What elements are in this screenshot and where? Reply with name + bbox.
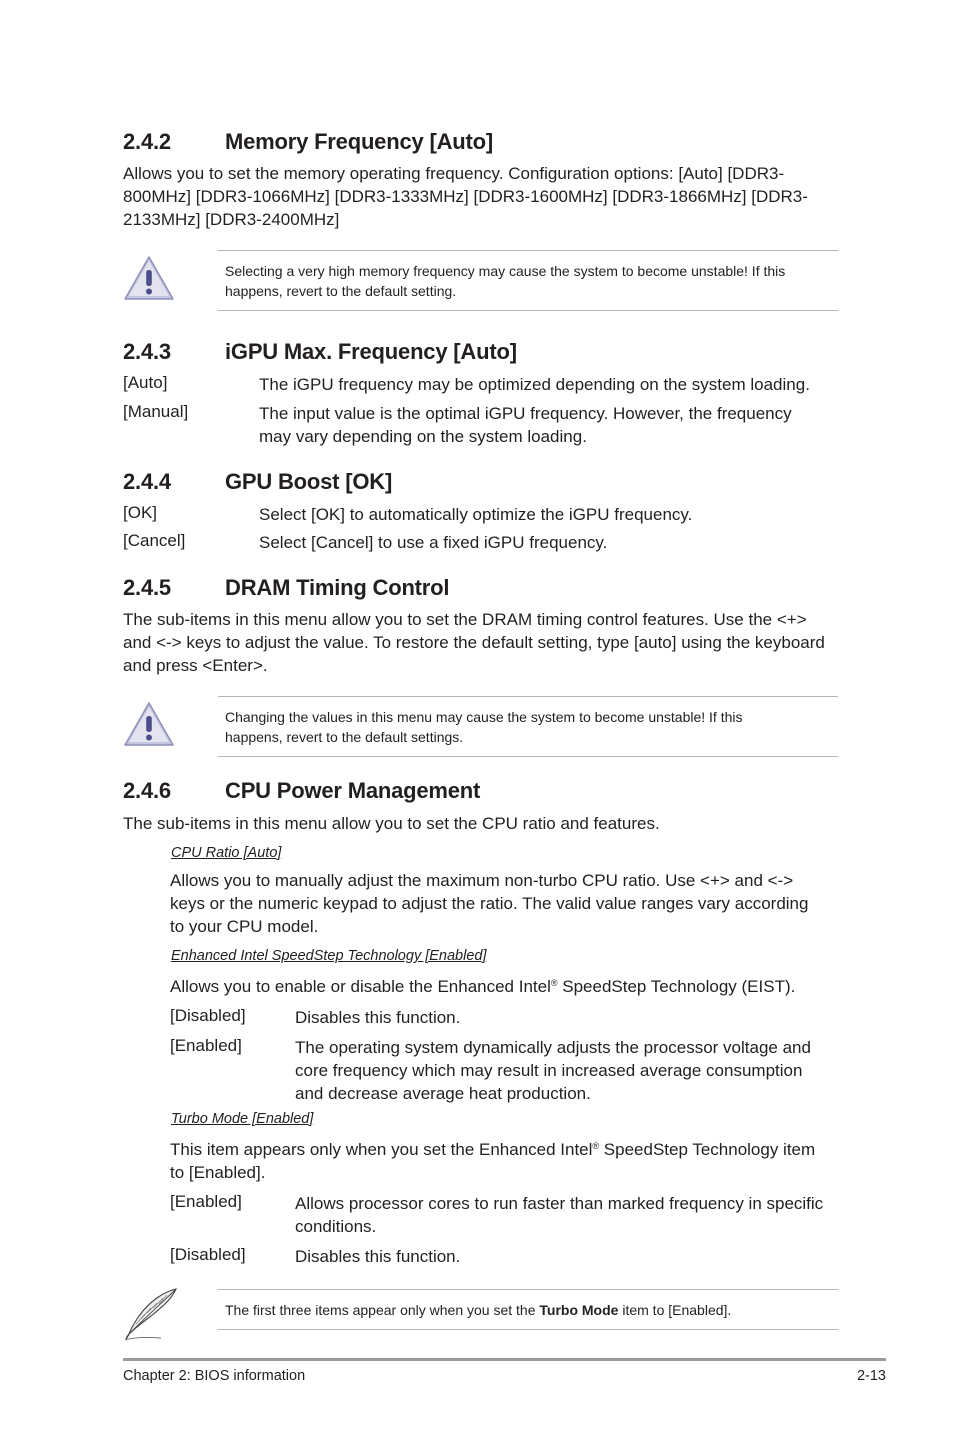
text-line: Allows you to set the memory operating frequency. Configuration options: [Auto] [DDR3- (123, 164, 785, 183)
option-key: [Cancel] (123, 531, 186, 550)
warning-text (225, 707, 837, 747)
warning-icon (121, 253, 177, 303)
cpu-power-intro: The sub-items in this menu allow you to set the CPU ratio and features. (123, 814, 660, 833)
option-description: Select [OK] to automatically optimize the iGPU frequency. (259, 505, 693, 524)
warning-text (225, 261, 837, 301)
registered-mark: ® (550, 978, 558, 988)
footer-page-number: 2-13 (856, 1368, 886, 1384)
warning-top-rule (218, 250, 838, 251)
section-number: 2.4.2 (123, 129, 171, 154)
text-line: 2133MHz] [DDR3-2400MHz] (123, 210, 340, 229)
text-line: Disables this function. (295, 1247, 461, 1266)
footer-rule (123, 1358, 886, 1361)
cpu-ratio-description (170, 869, 840, 938)
emphasis-text: Turbo Mode (539, 1302, 619, 1318)
option-key: [Disabled] (170, 1006, 246, 1025)
memory-frequency-description (123, 162, 843, 231)
text-line: Disables this function. (295, 1008, 461, 1027)
text-line: to [Enabled]. (170, 1163, 266, 1182)
section-title: GPU Boost [OK] (225, 469, 393, 494)
warning-top-rule (218, 696, 838, 697)
warning-bottom-rule (218, 756, 838, 757)
text-fragment: SpeedStep Technology item (599, 1140, 816, 1159)
text-line: The sub-items in this menu allow you to set the DRAM timing control features. Use the <+> (123, 610, 807, 629)
turbo-mode-title: Turbo Mode [Enabled] (171, 1111, 314, 1127)
section-title: DRAM Timing Control (225, 575, 450, 600)
text-fragment: Allows you to enable or disable the Enhanced Intel (170, 977, 551, 996)
section-heading-2-4-6 (123, 778, 823, 806)
option-key: [Disabled] (170, 1245, 246, 1264)
option-description (295, 1036, 840, 1105)
option-key: [OK] (123, 503, 158, 522)
text-line: Allows processor cores to run faster than marked frequency in specific (295, 1194, 824, 1213)
eist-description (170, 972, 840, 998)
text-fragment: This item appears only when you set the Enhanced Intel (170, 1140, 593, 1159)
note-bottom-rule (218, 1329, 838, 1330)
section-title: Memory Frequency [Auto] (225, 129, 493, 154)
text-line: The operating system dynamically adjusts the processor voltage and (295, 1038, 811, 1057)
text-line: The iGPU frequency may be optimized depending on the system loading. (259, 375, 810, 394)
text-line: core frequency which may result in increased average consumption (295, 1061, 803, 1080)
section-number: 2.4.5 (123, 575, 171, 600)
text-line: happens, revert to the default settings. (225, 729, 464, 745)
section-number: 2.4.3 (123, 339, 171, 364)
text-line: and <-> keys to adjust the value. To restore the default setting, type [auto] using the keyboard (123, 633, 825, 652)
section-heading-2-4-3 (123, 339, 823, 367)
option-description: Select [Cancel] to use a fixed iGPU frequency. (259, 533, 608, 552)
section-title: CPU Power Management (225, 778, 481, 803)
section-heading-2-4-2 (123, 129, 823, 157)
text-line: 800MHz] [DDR3-1066MHz] [DDR3-1333MHz] [DDR3-1600MHz] [DDR3-1866MHz] [DDR3- (123, 187, 808, 206)
note-top-rule (218, 1289, 838, 1290)
text-line: Selecting a very high memory frequency may cause the system to become unstable! If this (225, 263, 786, 279)
footer-chapter: Chapter 2: BIOS information (123, 1368, 306, 1384)
text-fragment: The first three items appear only when you set the (225, 1302, 540, 1318)
option-key: [Auto] (123, 373, 168, 392)
registered-mark: ® (592, 1141, 600, 1151)
text-fragment: item to [Enabled]. (618, 1302, 732, 1318)
warning-bottom-rule (218, 310, 838, 311)
turbo-mode-description (170, 1135, 840, 1184)
section-heading-2-4-5 (123, 575, 823, 603)
option-description (259, 373, 839, 396)
text-line: The input value is the optimal iGPU frequency. However, the frequency (259, 404, 792, 423)
text-fragment: SpeedStep Technology (EIST). (557, 977, 796, 996)
note-text (225, 1300, 837, 1320)
option-key: [Enabled] (170, 1192, 242, 1211)
section-number: 2.4.4 (123, 469, 171, 494)
option-description (259, 402, 839, 448)
option-description (295, 1245, 840, 1268)
eist-title: Enhanced Intel SpeedStep Technology [Enabled] (171, 948, 487, 964)
text-line: may vary depending on the system loading. (259, 427, 587, 446)
dram-timing-description (123, 608, 843, 677)
text-line: and decrease average heat production. (295, 1084, 591, 1103)
text-line: happens, revert to the default setting. (225, 283, 457, 299)
text-line: Allows you to manually adjust the maximum non-turbo CPU ratio. Use <+> and <-> (170, 871, 794, 890)
section-heading-2-4-4 (123, 469, 823, 497)
quill-note-icon (121, 1286, 183, 1342)
section-title: iGPU Max. Frequency [Auto] (225, 339, 517, 364)
text-line: conditions. (295, 1217, 377, 1236)
option-description (295, 1192, 840, 1238)
text-line: Changing the values in this menu may cause the system to become unstable! If this (225, 709, 743, 725)
text-line: to your CPU model. (170, 917, 319, 936)
option-key: [Enabled] (170, 1036, 242, 1055)
text-line: and press <Enter>. (123, 656, 268, 675)
cpu-ratio-title: CPU Ratio [Auto] (171, 845, 282, 861)
option-description (295, 1006, 840, 1029)
section-number: 2.4.6 (123, 778, 171, 803)
text-line: keys or the numeric keypad to adjust the ratio. The valid value ranges vary according (170, 894, 809, 913)
text-line (170, 1135, 840, 1161)
option-key: [Manual] (123, 402, 189, 421)
warning-icon (121, 699, 177, 749)
